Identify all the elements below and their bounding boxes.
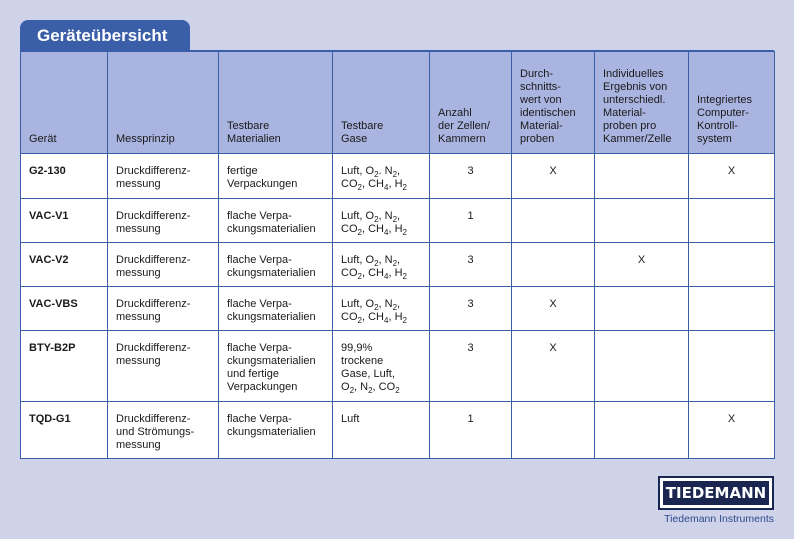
header-individual: Individuelles Ergebnis von unterschiedl. Material- proben pro Kammer/Zelle xyxy=(595,52,689,154)
cell-average xyxy=(512,199,595,243)
cell-computer: X xyxy=(689,154,775,199)
cell-device: VAC-VBS xyxy=(21,287,108,331)
cell-device: BTY-B2P xyxy=(21,331,108,402)
header-cells: Anzahl der Zellen/ Kammern xyxy=(430,52,512,154)
cell-average: X xyxy=(512,287,595,331)
cell-gases: Luft, $O_2$. $N_2$, $CO_2$, $CH_4$, $H_2$ xyxy=(333,154,430,199)
cell-computer: X xyxy=(689,402,775,459)
cell-device: G2-130 xyxy=(21,154,108,199)
cell-individual xyxy=(595,402,689,459)
cell-device: VAC-V2 xyxy=(21,243,108,287)
cell-materials: flache Verpa- ckungsmaterialien xyxy=(219,402,333,459)
header-average: Durch- schnitts- wert von identischen Material- proben xyxy=(512,52,595,154)
cell-cells: 1 xyxy=(430,402,512,459)
cell-cells: 3 xyxy=(430,287,512,331)
cell-principle: Druckdifferenz- messung xyxy=(108,154,219,199)
cell-gases: Luft, $O_2$, $N_2$, $CO_2$, $CH_4$, $H_2$ xyxy=(333,199,430,243)
cell-individual xyxy=(595,199,689,243)
cell-average xyxy=(512,243,595,287)
cell-individual xyxy=(595,154,689,199)
cell-average: X xyxy=(512,331,595,402)
cell-individual xyxy=(595,287,689,331)
cell-individual xyxy=(595,331,689,402)
cell-materials: flache Verpa- ckungsmaterialien xyxy=(219,287,333,331)
table-row xyxy=(21,331,775,402)
cell-gases: 99,9% trockene Gase, Luft, $O_2$, $N_2$, $CO_2$ xyxy=(333,331,430,402)
cell-computer xyxy=(689,243,775,287)
header-device: Gerät xyxy=(21,52,108,154)
logo-text: TIEDEMANN xyxy=(663,481,769,505)
cell-average: X xyxy=(512,154,595,199)
table-row xyxy=(21,402,775,459)
cell-principle: Druckdifferenz- messung xyxy=(108,287,219,331)
cell-computer xyxy=(689,331,775,402)
cell-cells: 3 xyxy=(430,154,512,199)
header-gases: Testbare Gase xyxy=(333,52,430,154)
cell-gases: Luft, $O_2$, $N_2$, $CO_2$, $CH_4$, $H_2$ xyxy=(333,287,430,331)
cell-computer xyxy=(689,287,775,331)
device-overview-table xyxy=(20,51,775,459)
cell-principle: Druckdifferenz- messung xyxy=(108,243,219,287)
table-row xyxy=(21,199,775,243)
cell-gases: Luft xyxy=(333,402,430,459)
table-row xyxy=(21,287,775,331)
cell-average xyxy=(512,402,595,459)
table-row xyxy=(21,243,775,287)
cell-individual: X xyxy=(595,243,689,287)
header-materials: Testbare Materialien xyxy=(219,52,333,154)
cell-cells: 3 xyxy=(430,243,512,287)
cell-principle: Druckdifferenz- messung xyxy=(108,199,219,243)
cell-principle: Druckdifferenz- und Strömungs- messung xyxy=(108,402,219,459)
cell-cells: 3 xyxy=(430,331,512,402)
header-computer: Integriertes Computer- Kontroll- system xyxy=(689,52,775,154)
cell-device: VAC-V1 xyxy=(21,199,108,243)
table-header-row xyxy=(21,52,775,154)
tiedemann-logo xyxy=(658,476,774,510)
header-principle: Messprinzip xyxy=(108,52,219,154)
cell-gases: Luft, $O_2$, $N_2$, $CO_2$, $CH_4$, $H_2$ xyxy=(333,243,430,287)
company-name: Tiedemann Instruments xyxy=(664,513,774,525)
page-title: Geräteübersicht xyxy=(20,20,190,52)
cell-cells: 1 xyxy=(430,199,512,243)
cell-materials: flache Verpa- ckungsmaterialien xyxy=(219,199,333,243)
cell-device: TQD-G1 xyxy=(21,402,108,459)
cell-computer xyxy=(689,199,775,243)
cell-materials: fertige Verpackungen xyxy=(219,154,333,199)
cell-principle: Druckdifferenz- messung xyxy=(108,331,219,402)
cell-materials: flache Verpa- ckungsmaterialien und fertige Verpackungen xyxy=(219,331,333,402)
table-row xyxy=(21,154,775,199)
cell-materials: flache Verpa- ckungsmaterialien xyxy=(219,243,333,287)
